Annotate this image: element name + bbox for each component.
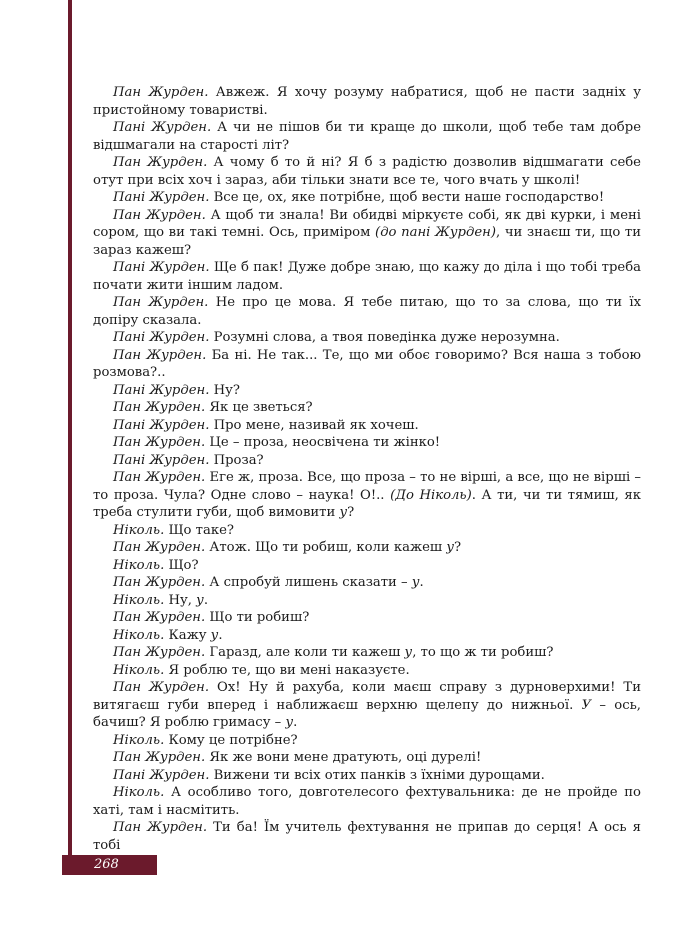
line-text: Атож. Що ти робиш, коли кажеш [205, 540, 447, 555]
line-text: Вижени ти всіх отих панків з їхніми дурощами. [209, 767, 545, 783]
dialogue-line [93, 574, 641, 592]
speaker-name: Пан Журден . [113, 295, 208, 310]
line-text: Ще б пак! Дуже добре знаю, що кажу до діла і що тобі треба почати жити іншим ладом. [93, 260, 642, 293]
line-text: Гаразд, але коли ти кажеш [205, 645, 405, 660]
line-text: А особливо того, довготелесого фехтувальника: де не пройде по хаті, там і насмітить. [93, 785, 641, 818]
emphasized-sound: у [339, 505, 348, 520]
line-text: – ось, бачиш? Я роблю гримасу – [93, 697, 641, 730]
line-text: Розумні слова, а твоя поведінка дуже нерозумна. [209, 330, 560, 345]
speaker-name: Пан Журден . [113, 85, 208, 100]
speaker-name: Пан Журден . [113, 820, 207, 835]
dialogue-line [93, 732, 641, 750]
emphasized-sound: у [210, 627, 219, 643]
line-text: . [293, 715, 298, 730]
dialogue-line [93, 452, 641, 470]
line-text: , то що ж ти робиш? [412, 645, 554, 660]
stage-direction: (до пані Журден) [375, 225, 496, 240]
dialogue-line [93, 347, 641, 382]
line-text: Ох! Ну й рахуба, коли маєш справу з дурноверхими! Ти витягаєш губи вперед і наближаєш верхню щелепу до нижньої. [93, 680, 641, 713]
emphasized-sound: у [446, 540, 455, 555]
dialogue-line [93, 784, 641, 819]
line-text: Я роблю те, що ви мені наказуєте. [164, 662, 410, 678]
speaker-name: Ніколь . [113, 785, 164, 800]
speaker-name: Ніколь . [113, 663, 164, 678]
dialogue-line [93, 294, 641, 329]
line-text: ? [454, 540, 462, 555]
speaker-name: Пані Журден . [113, 768, 209, 783]
emphasized-sound: у [411, 575, 420, 590]
dialogue-line [93, 679, 641, 732]
speaker-name: Пан Журден . [113, 645, 205, 660]
line-text: Еге ж, проза. Все, що проза – то не вірші, а все, що не вірші – то проза. Чула? Одне слово – наука! О!.. [93, 470, 642, 503]
line-text: . [218, 627, 223, 643]
dialogue-line [93, 662, 641, 680]
line-text: Про мене, називай як хочеш. [209, 417, 419, 433]
dialogue-line [93, 819, 641, 854]
line-text: Кажу [164, 627, 211, 643]
speaker-name: Ніколь . [113, 733, 164, 748]
line-text: А щоб ти знала! Ви обидві міркуєте собі, як дві курки, і мені сором, що ви такі темні. Ось, приміром [93, 207, 642, 240]
page-number: 268 [62, 855, 157, 875]
dialogue-line [93, 84, 641, 119]
dialogue-line [93, 767, 641, 785]
emphasized-sound: У [581, 697, 592, 713]
line-text: Ну, [164, 592, 197, 608]
speaker-name: Пан Журден . [113, 435, 205, 450]
speaker-name: Пан Журден . [113, 540, 205, 555]
dialogue-line [93, 592, 641, 610]
line-text: Авжеж. Я хочу розуму набратися, щоб не пасти задніх у пристойному товаристві. [93, 85, 641, 118]
speaker-name: Пані Журден . [113, 190, 209, 205]
line-text: . А ти, чи ти тямиш, як треба стулити губи, щоб вимовити [93, 487, 641, 520]
speaker-name: Пані Журден . [113, 120, 211, 135]
dialogue-line [93, 207, 641, 260]
dialogue-line [93, 399, 641, 417]
speaker-name: Пан Журден . [113, 680, 209, 695]
line-text: Що таке? [164, 522, 234, 538]
speaker-name: Ніколь . [113, 628, 164, 643]
margin-rule [68, 0, 72, 858]
dialogue-text [93, 84, 641, 854]
line-text: Що? [164, 557, 199, 573]
dialogue-line [93, 259, 641, 294]
speaker-name: Пан Журден . [113, 208, 206, 223]
emphasized-sound: у [404, 645, 413, 660]
emphasized-sound: у [196, 592, 204, 608]
line-text: Проза? [209, 452, 264, 468]
line-text: . [419, 575, 424, 590]
line-text: А чи не пішов би ти краще до школи, щоб тебе там добре відшмагали на старості літ? [93, 120, 641, 153]
speaker-name: Ніколь . [113, 558, 164, 573]
line-text: Що ти робиш? [205, 610, 310, 625]
line-text: Ти ба! Їм учитель фехтування не припав до серця! А ось я тобі [93, 820, 641, 853]
dialogue-line [93, 119, 641, 154]
speaker-name: Пан Журден . [113, 155, 207, 170]
speaker-name: Пані Журден . [113, 453, 209, 468]
dialogue-line [93, 189, 641, 207]
dialogue-line [93, 557, 641, 575]
emphasized-sound: у [285, 715, 294, 730]
line-text: . [203, 592, 209, 608]
dialogue-line [93, 522, 641, 540]
dialogue-line [93, 382, 641, 400]
line-text: Не про це мова. Я тебе питаю, що то за слова, що ти їх допіру сказала. [93, 295, 642, 328]
line-text: А спробуй лишень сказати – [205, 575, 412, 590]
dialogue-line [93, 154, 641, 189]
dialogue-line [93, 417, 641, 435]
line-text: Як це зветься? [205, 400, 313, 415]
line-text: Кому це потрібне? [164, 732, 298, 748]
line-text: А чому б то й ні? Я б з радістю дозволив відшмагати себе отут при всіх хоч і зараз, аби тільки знати все те, чого вчать у школі! [93, 155, 641, 188]
speaker-name: Ніколь . [113, 593, 164, 608]
speaker-name: Пан Журден . [113, 610, 205, 625]
speaker-name: Пан Журден . [113, 575, 205, 590]
stage-direction: (До Ніколь) [390, 487, 472, 503]
dialogue-line [93, 539, 641, 557]
speaker-name: Пан Журден . [113, 750, 205, 765]
line-text: Все це, ох, яке потрібне, щоб вести наше господарство! [209, 190, 605, 205]
dialogue-line [93, 434, 641, 452]
speaker-name: Пані Журден . [113, 383, 209, 398]
dialogue-line [93, 469, 641, 522]
speaker-name: Пан Журден . [113, 400, 205, 415]
speaker-name: Пані Журден . [113, 260, 210, 275]
line-text: , чи знаєш ти, що ти зараз кажеш? [93, 225, 641, 258]
speaker-name: Ніколь . [113, 523, 164, 538]
line-text: Ну? [209, 382, 240, 398]
line-text: Як же вони мене дратують, оці дурелі! [205, 750, 482, 765]
dialogue-line [93, 329, 641, 347]
dialogue-line [93, 749, 641, 767]
speaker-name: Пан Журден . [113, 470, 205, 485]
dialogue-line [93, 644, 641, 662]
dialogue-line [93, 627, 641, 645]
line-text: Це – проза, неосвічена ти жінко! [205, 435, 441, 450]
dialogue-line [93, 609, 641, 627]
speaker-name: Пані Журден . [113, 418, 209, 433]
line-text: Ба ні. Не так... Те, що ми обоє говоримо? Вся наша з тобою розмова?.. [93, 347, 642, 380]
speaker-name: Пані Журден . [113, 330, 209, 345]
speaker-name: Пан Журден . [113, 348, 206, 363]
line-text: ? [347, 505, 355, 520]
